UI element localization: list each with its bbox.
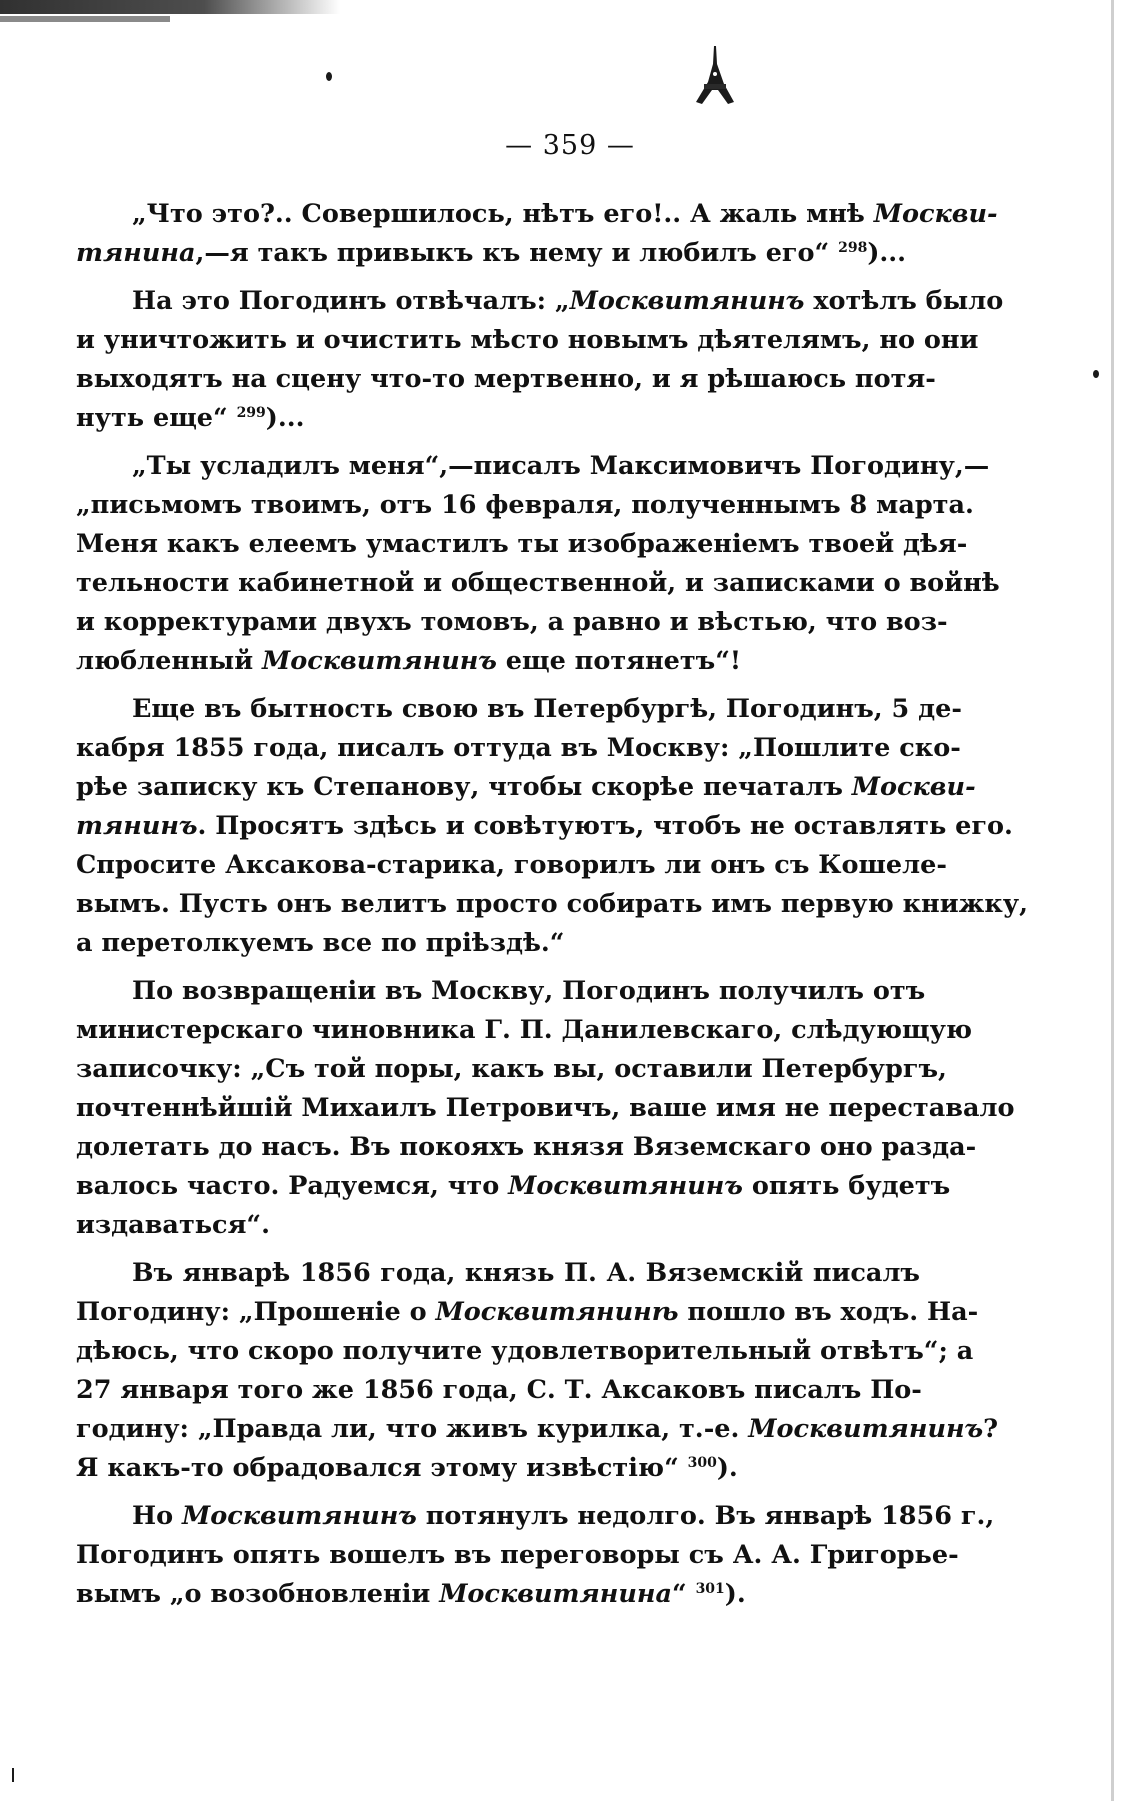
text-line: а перетолкуемъ все по пріѣздѣ.“ xyxy=(76,928,565,958)
text-line: издаваться“. xyxy=(76,1210,270,1240)
text-line: вымъ. Пусть онъ велитъ просто собирать имъ первую книжку, xyxy=(76,889,1029,919)
text-line: тельности кабинетной и общественной, и записками о войнѣ xyxy=(76,568,1000,598)
text-line: годину: „Правда ли, что живъ курилка, т.-е. Москвитянинъ? xyxy=(76,1414,999,1444)
paragraph-gap xyxy=(76,963,920,972)
italic-title: Москвитянинъ xyxy=(508,1171,743,1201)
paragraph-gap xyxy=(76,1488,920,1497)
text-line: валось часто. Радуемся, что Москвитянинъ опять будетъ xyxy=(76,1171,951,1201)
footnote-ref: 301 xyxy=(695,1581,725,1597)
scan-edge-top xyxy=(0,0,340,14)
ink-speck xyxy=(326,72,332,81)
text-line: „Ты усладилъ меня“,—писалъ Максимовичъ Погодину,— xyxy=(132,451,990,481)
text-line: рѣе записку къ Степанову, чтобы скорѣе печаталъ Москви- xyxy=(76,772,976,802)
text-line: и корректурами двухъ томовъ, а равно и вѣстью, что воз- xyxy=(76,607,948,637)
italic-title: Москвитянинѣ xyxy=(435,1297,679,1327)
text-line: почтеннѣйшій Михаилъ Петровичъ, ваше имя не переставало xyxy=(76,1093,1015,1123)
footnote-ref: 299 xyxy=(236,405,266,421)
text-line: Въ январѣ 1856 года, князь П. А. Вяземскій писалъ xyxy=(132,1258,920,1288)
scan-edge-top-secondary xyxy=(0,16,170,22)
page-number: — 359 — xyxy=(505,130,635,161)
text-line: Еще въ бытность свою въ Петербургѣ, Погодинъ, 5 де- xyxy=(132,694,962,724)
text-line: Погодину: „Прошеніе о Москвитянинѣ пошло въ ходъ. На- xyxy=(76,1297,979,1327)
paragraph-gap xyxy=(76,273,920,282)
body-text xyxy=(76,195,1029,1614)
footnote-ref: 300 xyxy=(687,1455,717,1471)
paragraph-gap xyxy=(76,681,920,690)
text-line: На это Погодинъ отвѣчалъ: „Москвитянинъ хотѣлъ было xyxy=(132,286,1004,316)
text-line: записочку: „Съ той поры, какъ вы, оставили Петербургъ, xyxy=(76,1054,947,1084)
ink-speck xyxy=(1093,370,1099,378)
italic-title: Москвитянинъ xyxy=(748,1414,984,1444)
paragraph-gap xyxy=(76,1245,920,1254)
text-line: выходятъ на сцену что-то мертвенно, и я рѣшаюсь потя- xyxy=(76,364,936,394)
text-line: вымъ „о возобновленіи Москвитянина“ $^{301}$). xyxy=(76,1579,746,1609)
text-line: тянина,—я такъ привыкъ къ нему и любилъ его“ $^{298}$)... xyxy=(76,238,907,268)
text-line: Меня какъ елеемъ умастилъ ты изображеніемъ твоей дѣя- xyxy=(76,529,968,559)
text-line: „Что это?.. Совершилось, нѣтъ его!.. А жаль мнѣ Москви- xyxy=(132,199,998,229)
text-line: Но Москвитянинъ потянулъ недолго. Въ январѣ 1856 г., xyxy=(132,1501,995,1531)
text-line: долетать до насъ. Въ покояхъ князя Вяземскаго оно разда- xyxy=(76,1132,977,1162)
italic-title: Москвитянина xyxy=(439,1579,673,1609)
text-line: дѣюсь, что скоро получите удовлетворительный отвѣтъ“; а xyxy=(76,1336,974,1366)
italic-title: тянинъ xyxy=(76,811,198,841)
italic-title: тянина xyxy=(76,238,196,268)
text-line: нуть еще“ $^{299}$)... xyxy=(76,403,305,433)
text-line: Погодинъ опять вошелъ въ переговоры съ А. А. Григорье- xyxy=(76,1540,959,1570)
scan-edge-right xyxy=(1111,0,1114,1801)
text-line: Я какъ-то обрадовался этому извѣстію“ $^{300}$). xyxy=(76,1453,738,1483)
library-stamp-icon xyxy=(694,44,736,108)
text-line: 27 января того же 1856 года, С. Т. Аксаковъ писалъ По- xyxy=(76,1375,922,1405)
italic-title: Москвитянинъ xyxy=(569,286,805,316)
text-line: кабря 1855 года, писалъ оттуда въ Москву: „Пошлите ско- xyxy=(76,733,961,763)
italic-title: Москвитянинъ xyxy=(181,1501,417,1531)
text-line: тянинъ. Просятъ здѣсь и совѣтуютъ, чтобъ не оставлять его. xyxy=(76,811,1013,841)
text-line: Спросите Аксакова-старика, говорилъ ли онъ съ Кошеле- xyxy=(76,850,947,880)
italic-title: Москвитянинъ xyxy=(262,646,497,676)
italic-title: Москви- xyxy=(873,199,998,229)
ink-speck xyxy=(12,1768,14,1782)
italic-title: Москви- xyxy=(851,772,976,802)
text-line: По возвращеніи въ Москву, Погодинъ получилъ отъ xyxy=(132,976,926,1006)
text-line: и уничтожить и очистить мѣсто новымъ дѣятелямъ, но они xyxy=(76,325,979,355)
text-line: любленный Москвитянинъ еще потянетъ“! xyxy=(76,646,742,676)
footnote-ref: 298 xyxy=(838,240,868,256)
paragraph-gap xyxy=(76,438,920,447)
text-line: министерскаго чиновника Г. П. Данилевскаго, слѣдующую xyxy=(76,1015,973,1045)
text-line: „письмомъ твоимъ, отъ 16 февраля, полученнымъ 8 марта. xyxy=(76,490,974,520)
